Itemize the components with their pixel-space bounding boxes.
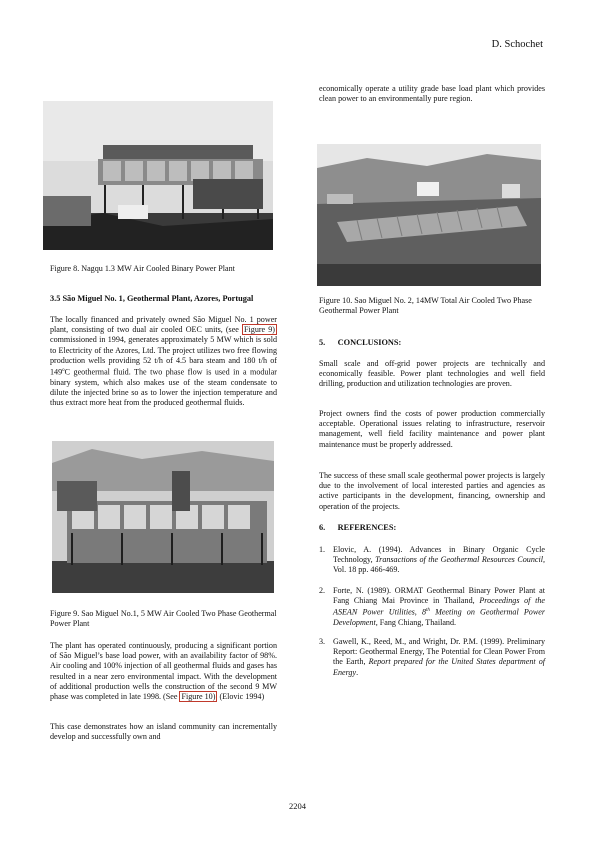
- reference-body: [333, 637, 545, 678]
- reference-2: [319, 586, 545, 629]
- section-3-5-heading: 3.5 São Miguel No. 1, Geothermal Plant, Azores, Portugal: [50, 294, 254, 303]
- reference-number: 1.: [319, 545, 326, 554]
- reference-3: [319, 637, 545, 678]
- figure-10-photo: [317, 144, 541, 286]
- figure-9-photo: [52, 441, 274, 593]
- left-paragraph-2: [50, 641, 277, 702]
- italic-text: Report prepared for the United States department of Energy: [333, 657, 545, 677]
- superscript: th: [426, 608, 430, 614]
- text: The plant has operated continuously, producing a significant portion of São Miguel’s base load power, with an availability factor of 98%. Air cooling and 100% injection of all geothermal fluids and gases has resulted in a near zero environmental impact. With the development of additional production wells the construction of the second 9 MW phase was completed in late 1998. (See: [50, 641, 277, 702]
- text: Elovic, A. (1994). Advances in Binary Organic Cycle Technology,: [333, 545, 545, 565]
- conclusions-paragraph-1: Small scale and off-grid power projects are technically and economically feasible. Power plant technologies and well field drilling, production and utilization technologies are proven.: [319, 359, 545, 389]
- italic-text: Transactions of the Geothermal Resources Council,: [375, 555, 545, 565]
- figure-8-caption: Figure 8. Nagqu 1.3 MW Air Cooled Binary Power Plant: [50, 264, 235, 273]
- superscript: o: [62, 368, 65, 374]
- figure-8-photo: [43, 101, 273, 250]
- figure-9-caption: Figure 9. Sao Miguel No.1, 5 MW Air Cooled Two Phase Geothermal Power Plant: [50, 609, 277, 629]
- text: Vol. 18 pp. 466-469.: [333, 565, 400, 575]
- italic-text: Meeting on Geothermal Power Development,: [333, 608, 545, 628]
- reference-number: 2.: [319, 586, 326, 595]
- reference-number: 3.: [319, 637, 326, 646]
- running-header-author: D. Schochet: [491, 39, 543, 50]
- text: The locally financed and privately owned São Miguel No. 1 power plant, consisting of two dual air cooled OEC units, (see: [50, 315, 277, 335]
- left-paragraph-1: [50, 315, 277, 409]
- figure-9-link[interactable]: Figure 9): [244, 325, 275, 335]
- text: C geothermal fluid. The two phase flow is used in a modular binary system, which also makes use of the steam condensate to dilute the injected brine so as to lower the injection temperature and thus extract more heat from the produced geothermal fluids.: [50, 367, 277, 408]
- figure-10-caption: Figure 10. Sao Miguel No. 2, 14MW Total Air Cooled Two Phase Geothermal Power Plant: [319, 296, 532, 316]
- figure-10-link[interactable]: Figure 10): [181, 692, 216, 702]
- conclusions-paragraph-3: The success of these small scale geothermal power projects is largely due to the involvement of local interested parties and agencies as active participants in the development, financing, ownership and operation of the projects.: [319, 471, 545, 511]
- right-paragraph-top: economically operate a utility grade base load plant which provides clean power to an environmentally pure region.: [319, 84, 545, 104]
- text: Forte, N. (1989). ORMAT Geothermal Binary Power Plant at Fang Chiang Mai Province in Thailand,: [333, 586, 545, 606]
- conclusions-paragraph-2: Project owners find the costs of power production commercially acceptable. Operational issues relating to infrastructure, reservoir management, well field facility maintenance and power plant maintenance must be properly addressed.: [319, 409, 545, 449]
- reference-body: [333, 586, 545, 629]
- text: .: [356, 667, 359, 677]
- text: commissioned in 1994, generates approximately 5 MW which is sold to Electricity of the Azores, Ltd. The project utilizes two free flowing production wells providing 52 t/h of 4.5 bara steam and 180 t/h of 149: [50, 335, 277, 377]
- text: (Elovic 1994): [217, 692, 265, 702]
- page-number: 2204: [289, 801, 306, 811]
- conclusions-heading: 5. CONCLUSIONS:: [319, 338, 402, 347]
- reference-body: [333, 545, 545, 576]
- text: Gawell, K., Reed, M., and Wright, Dr. P.M. (1999). Preliminary Report: Geothermal Energy, The Potential for Clean Power From the Earth,: [333, 637, 545, 667]
- italic-text: Proceedings of the ASEAN Power Utilities, 8: [333, 596, 545, 618]
- left-paragraph-3: This case demonstrates how an island community can incrementally develop and successfully own and: [50, 722, 277, 742]
- text: Fang Chiang, Thailand.: [377, 618, 457, 628]
- references-heading: 6. REFERENCES:: [319, 523, 397, 532]
- reference-1: [319, 545, 545, 576]
